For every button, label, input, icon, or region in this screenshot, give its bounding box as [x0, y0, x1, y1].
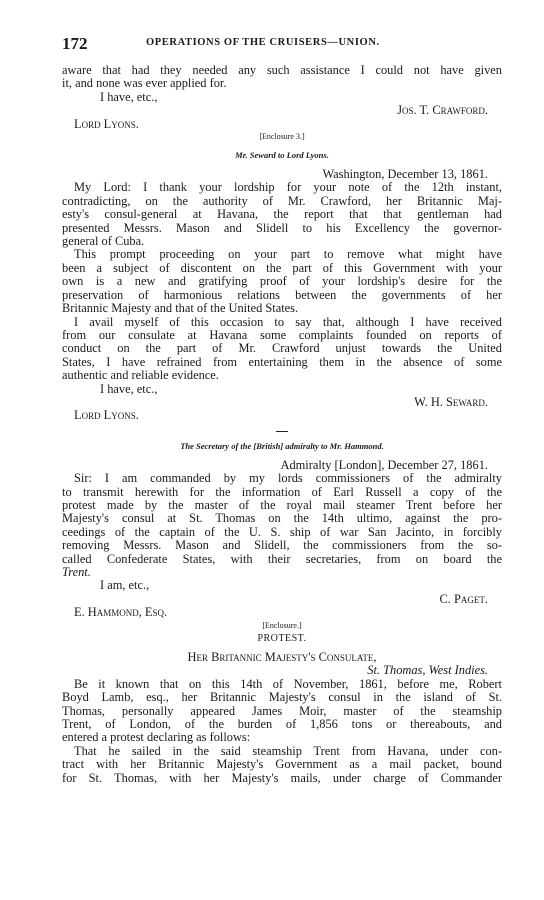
text-line: I avail myself of this occasion to say that, although I have received: [74, 315, 502, 329]
text-line: States, I have refrained from entertaining them in the absence of some: [62, 355, 502, 369]
letter-paget: [62, 440, 502, 620]
text-line: contradicting, on the authority of Mr. Crawford, her Britannic Maj-: [62, 194, 502, 208]
text-line: for St. Thomas, with her Majesty's mails, under charge of Commander: [62, 771, 502, 785]
text-line: own is a new and gratifying proof of your lordship's desire for the: [62, 275, 502, 289]
text-line: from our consulate at Havana some complaints founded on reports of: [62, 328, 502, 342]
page-number: 172: [62, 34, 88, 53]
signature: Jos. T. Crawford.: [397, 104, 488, 118]
text-line: presented Messrs. Mason and Slidell to his Excellency the governor-: [62, 221, 502, 235]
letter-crawford: [62, 64, 502, 131]
running-title: OPERATIONS OF THE CRUISERS—UNION.: [146, 37, 380, 48]
text-line: been a subject of discontent on the part of this Government with your: [62, 261, 502, 275]
enclosure-label: [Enclosure 3.]: [259, 132, 305, 142]
letter-seward: [62, 131, 502, 423]
signature: W. H. Seward.: [414, 395, 488, 409]
text-line: called Confederate States, with their secretaries, from on board the: [62, 552, 502, 566]
text-line: This prompt proceeding on your part to remove what might have: [74, 248, 502, 262]
text-line: Thomas, personally appeared James Moir, master of the steamship: [62, 704, 502, 718]
page-header: [62, 34, 502, 54]
letter-title: Mr. Seward to Lord Lyons.: [235, 150, 329, 161]
text-line: it, and none was ever applied for.: [62, 77, 227, 91]
text-line: My Lord: I thank your lordship for your note of the 12th instant,: [74, 181, 502, 195]
text-line: conduct on the part of Mr. Crawford unjust towards the United: [62, 342, 502, 356]
text-line: esty's consul-general at Havana, the report that that gentleman had: [62, 208, 502, 222]
text-line: Trent, of London, of the burden of 1,856 tons or thereabouts, and: [62, 718, 502, 732]
place-date: Washington, December 13, 1861.: [322, 168, 488, 182]
text-line: authentic and reliable evidence.: [62, 369, 219, 383]
text-line: preservation of harmonious relations between the governments of her: [62, 288, 502, 302]
text-line: general of Cuba.: [62, 235, 145, 249]
addressee: Lord Lyons.: [74, 117, 139, 131]
section-divider: [276, 431, 288, 432]
addressee: E. Hammond, Esq.: [74, 606, 168, 620]
addressee: Lord Lyons.: [74, 409, 139, 423]
text-line: Be it known that on this 14th of November, 1861, before me, Robert: [74, 677, 502, 691]
text-line: to transmit herewith for the information of Earl Russell a copy of the: [62, 485, 502, 499]
text-line: ceedings of the captain of the U. S. ship of war San Jacinto, in forcibly: [62, 525, 502, 539]
text-line: That he sailed in the said steamship Trent from Havana, under con-: [74, 744, 502, 758]
text-line: aware that had they needed any such assistance I could not have given: [62, 64, 502, 77]
closing: I have, etc.,: [100, 90, 158, 104]
consulate-heading: Her Britannic Majesty's Consulate,: [187, 651, 377, 665]
page-body: [62, 64, 502, 785]
text-line: Boyd Lamb, esq., her Britannic Majesty's consul in the island of St.: [62, 691, 502, 705]
text-line: Sir: I am commanded by my lords commissioners of the admiralty: [74, 472, 502, 486]
protest-enclosure: [62, 620, 502, 785]
closing: I have, etc.,: [100, 382, 158, 396]
signature: C. Paget.: [439, 592, 488, 606]
letter-title: The Secretary of the [British] admiralty to Mr. Hammond.: [180, 440, 384, 451]
text-line: entered a protest declaring as follows:: [62, 731, 251, 745]
text-line: tract with her Britannic Majesty's Government as a mail packet, bound: [62, 758, 502, 772]
place-date: Admiralty [London], December 27, 1861.: [280, 458, 488, 472]
section-heading: PROTEST.: [257, 632, 307, 644]
closing: I am, etc.,: [100, 579, 150, 593]
text-line: Majesty's consul at St. Thomas on the 14th ultimo, against the pro-: [62, 512, 502, 526]
consulate-location: St. Thomas, West Indies.: [367, 664, 488, 678]
text-line: removing Messrs. Mason and Slidell, the commissioners from the so-: [62, 539, 502, 553]
text-line: Britannic Majesty and that of the United States.: [62, 302, 299, 316]
text-line: Trent.: [62, 566, 91, 579]
text-line: protest made by the master of the royal mail steamer Trent before her: [62, 498, 502, 512]
enclosure-label: [Enclosure.]: [262, 620, 302, 630]
